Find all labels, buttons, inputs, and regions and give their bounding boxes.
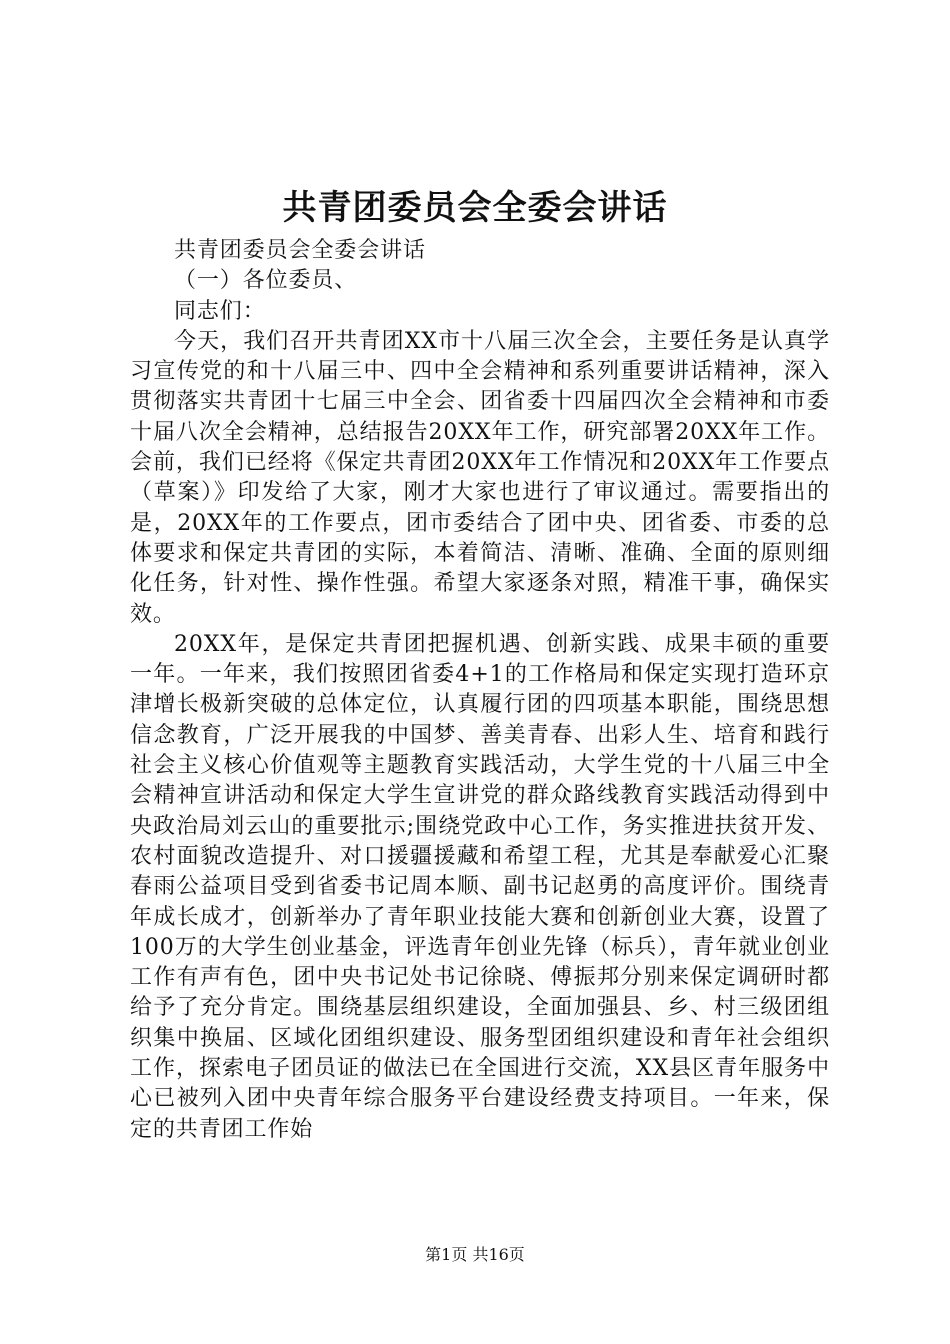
paragraph-subtitle: 共青团委员会全委会讲话 — [174, 238, 426, 263]
document-title: 共青团委员会全委会讲话 — [282, 188, 668, 228]
paragraph-salutation-2: 同志们： — [174, 298, 266, 324]
paragraph-salutation-1: （一）各位委员、 — [174, 268, 358, 294]
paragraph-body-1: 今天，我们召开共青团XX市十八届三次全会，主要任务是认真学习宣传党的和十八届三中、四中全会精神和系列重要讲话精神，深入贯彻落实共青团十七届三中全会、团省委十四届四次全会精神和市委十届八次全会精神，总结报告20XX年工作，研究部署20XX年工作。会前，我们已经将《保定共青团20XX年工作情况和20XX年工作要点（草案）》印发给了大家，刚才大家也进行了审议通过。需要指出的是，20XX年的工作要点，团市委结合了团中央、团省委、市委的总体要求和保定共青团的实际，本着简洁、清晰、准确、全面的原则细化任务，针对性、操作性强。希望大家逐条对照，精准干事，确保实效。 — [130, 328, 830, 627]
page-footer: 第1页 共16页 — [425, 1245, 525, 1264]
paragraph-body-2: 20XX年，是保定共青团把握机遇、创新实践、成果丰硕的重要一年。一年来，我们按照团省委4+1的工作格局和保定实现打造环京津增长极新突破的总体定位，认真履行团的四项基本职能，围绕思想信念教育，广泛开展我的中国梦、善美青春、出彩人生、培育和践行社会主义核心价值观等主题教育实践活动，大学生党的十八届三中全会精神宣讲活动和保定大学生宣讲党的群众路线教育实践活动得到中央政治局刘云山的重要批示;围绕党政中心工作，务实推进扶贫开发、农村面貌改造提升、对口援疆援藏和希望工程，尤其是奉献爱心汇聚春雨公益项目受到省委书记周本顺、副书记赵勇的高度评价。围绕青年成长成才，创新举办了青年职业技能大赛和创新创业大赛，设置了100万的大学生创业基金，评选青年创业先锋（标兵），青年就业创业工作有声有色，团中央书记处书记徐晓、傅振邦分别来保定调研时都给予了充分肯定。围绕基层组织建设，全面加强县、乡、村三级团组织集中换届、区域化团组织建设、服务型团组织建设和青年社会组织工作，探索电子团员证的做法已在全国进行交流，XX县区青年服务中心已被列入团中央青年综合服务平台建设经费支持项目。一年来，保定的共青团工作始 — [130, 631, 830, 1142]
document-body — [130, 236, 830, 1145]
